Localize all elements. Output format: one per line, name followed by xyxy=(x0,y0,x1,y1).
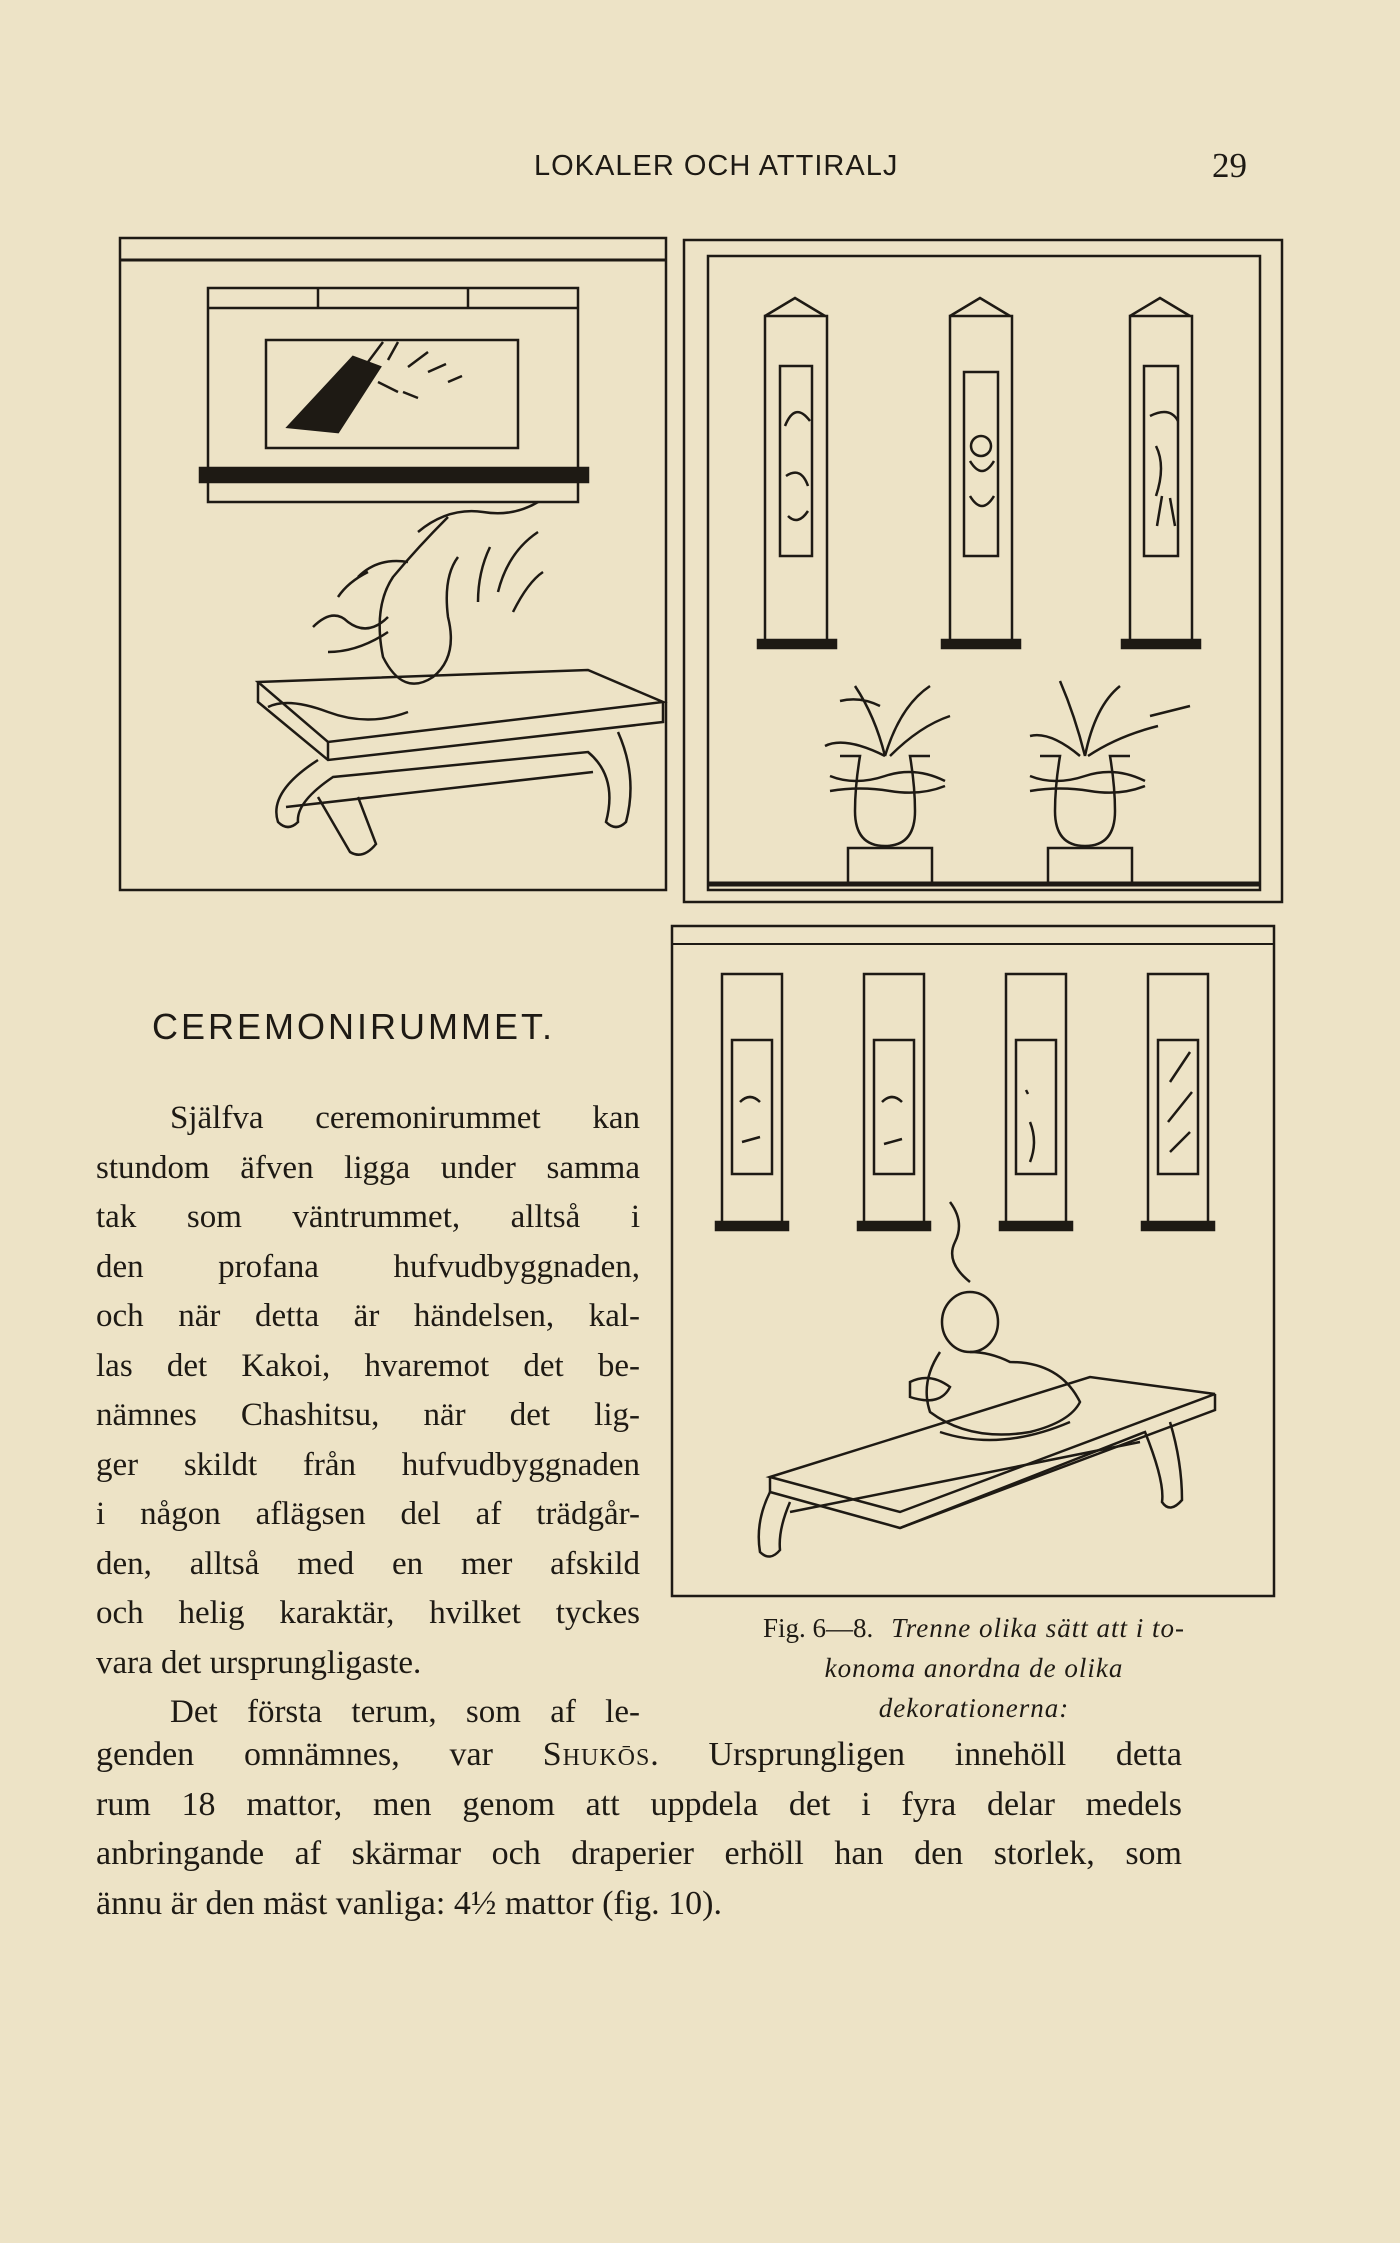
body-line: och när detta är händelsen, kal- xyxy=(96,1298,640,1334)
figure-frame xyxy=(672,926,1274,1596)
body-line: stundom äfven ligga under samma xyxy=(96,1149,640,1186)
body-line: las det Kakoi, hvaremot det be- xyxy=(96,1347,640,1384)
section-heading: CEREMONIRUMMET. xyxy=(152,1006,555,1047)
body-line: den profana hufvudbyggnaden, xyxy=(96,1248,640,1285)
body-line: i någon aflägsen del af trädgår- xyxy=(96,1496,640,1532)
page-number: 29 xyxy=(1212,146,1247,185)
body-line: rum 18 mattor, men genom att uppdela det i fyra delar medels xyxy=(96,1785,1182,1823)
body-line: och helig karaktär, hvilket tyckes xyxy=(96,1595,640,1631)
caption-line-1 xyxy=(700,1608,1248,1648)
person-name: Shukōs xyxy=(542,1736,651,1773)
low-table xyxy=(759,1377,1215,1557)
body-line: ger skildt från hufvudbyggnaden xyxy=(96,1446,640,1483)
figure-caption xyxy=(700,1608,1248,1728)
caption-figure-label: Fig. 6—8. xyxy=(762,1613,874,1643)
body-paragraph-narrow xyxy=(96,1094,640,1738)
scroll-painting xyxy=(266,340,518,448)
hanging-scroll-3 xyxy=(1122,298,1200,648)
caption-line-3: dekorationerna: xyxy=(878,1693,1070,1723)
caption-text: Trenne olika sätt att i to- xyxy=(891,1613,1186,1643)
body-line: vara det ursprungligaste. xyxy=(96,1644,422,1681)
body-line: Själfva ceremonirummet kan xyxy=(170,1100,640,1136)
hanging-scroll-row xyxy=(716,974,1214,1230)
body-line: nämnes Chashitsu, när det lig- xyxy=(96,1397,640,1433)
body-line: ännu är den mäst vanliga: 4½ mattor (fig. 10). xyxy=(96,1884,722,1922)
running-header: LOKALER OCH ATTIRALJ xyxy=(534,150,899,182)
caption-line-2: konoma anordna de olika xyxy=(824,1653,1124,1683)
body-line: genden omnämnes, var Shukōs. Ursprungligen innehöll detta xyxy=(96,1736,1183,1773)
figure-four-scrolls-figure xyxy=(670,922,1276,1600)
flower-vase-2 xyxy=(1030,681,1190,884)
hanging-scroll-2 xyxy=(942,298,1020,648)
body-line: anbringande af skärmar och draperier erhöll han den storlek, som xyxy=(96,1835,1182,1872)
figure-frame xyxy=(120,238,666,890)
body-line: den, alltså med en mer afskild xyxy=(96,1545,640,1582)
seated-figure xyxy=(910,1202,1080,1440)
body-line: tak som väntrummet, alltså i xyxy=(96,1199,640,1235)
body-line: Det första terum, som af le- xyxy=(170,1694,640,1730)
body-paragraph-full xyxy=(96,1730,1182,1928)
flower-vase-1 xyxy=(825,686,950,884)
figure-tray-landscape xyxy=(118,232,670,894)
figure-three-scrolls xyxy=(680,236,1286,906)
hanging-scroll-1 xyxy=(758,298,836,648)
